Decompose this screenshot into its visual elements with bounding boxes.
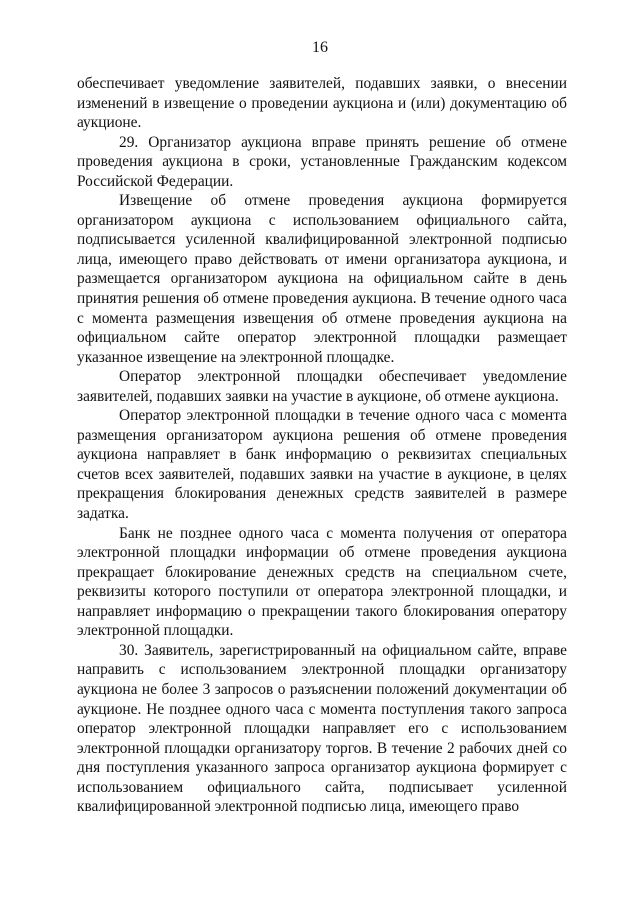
- paragraph-clause-29: 29. Организатор аукциона вправе принять решение об отмене проведения аукциона в сроки, установленные Гражданским кодексом Российской Федерации.: [77, 133, 567, 190]
- paragraph-clause-30: 30. Заявитель, зарегистрированный на официальном сайте, вправе направить с использованием электронной площадки организатору аукциона не более 3 запросов о разъяснении положений документации об аукционе. Не позднее одного часа с момента поступления такого запроса оператор электронной площадки направляет его с использованием электронной площадки организатору торгов. В течение 2 рабочих дней со дня поступления указанного запроса организатор аукциона формирует с использованием официального сайта, подписывает усиленной квалифицированной электронной подписью лица, имеющего право: [77, 641, 567, 816]
- paragraph-notification-continuation: обеспечивает уведомление заявителей, подавших заявки, о внесении изменений в извещение о проведении аукциона и (или) документацию об аукционе.: [77, 75, 567, 132]
- document-body: [77, 74, 567, 817]
- paragraph-operator-bank-info: Оператор электронной площадки в течение одного часа с момента размещения организатором аукциона решения об отмене проведения аукциона направляет в банк информацию о реквизитах специальных счетов всех заявителей, подавших заявки на участие в аукционе, в целях прекращения блокирования денежных средств заявителей в размере задатка.: [77, 407, 567, 523]
- page-number: 16: [312, 39, 328, 56]
- paragraph-bank-unblocking: Банк не позднее одного часа с момента получения от оператора электронной площадки информации об отмене проведения аукциона прекращает блокирование денежных средств на специальном счете, реквизиты которого поступили от оператора электронной площадки, и направляет информацию о прекращении такого блокирования оператору электронной площадки.: [77, 524, 567, 640]
- paragraph-operator-notification: Оператор электронной площадки обеспечивает уведомление заявителей, подавших заявки на участие в аукционе, об отмене аукциона.: [77, 368, 567, 405]
- paragraph-cancellation-notice: Извещение об отмене проведения аукциона формируется организатором аукциона с использованием официального сайта, подписывается усиленной квалифицированной электронной подписью лица, имеющего право действовать от имени организатора аукциона, и размещается организатором аукциона на официальном сайте в день принятия решения об отмене проведения аукциона. В течение одного часа с момента размещения извещения об отмене проведения аукциона на официальном сайте оператор электронной площадки размещает указанное извещение на электронной площадке.: [77, 192, 567, 366]
